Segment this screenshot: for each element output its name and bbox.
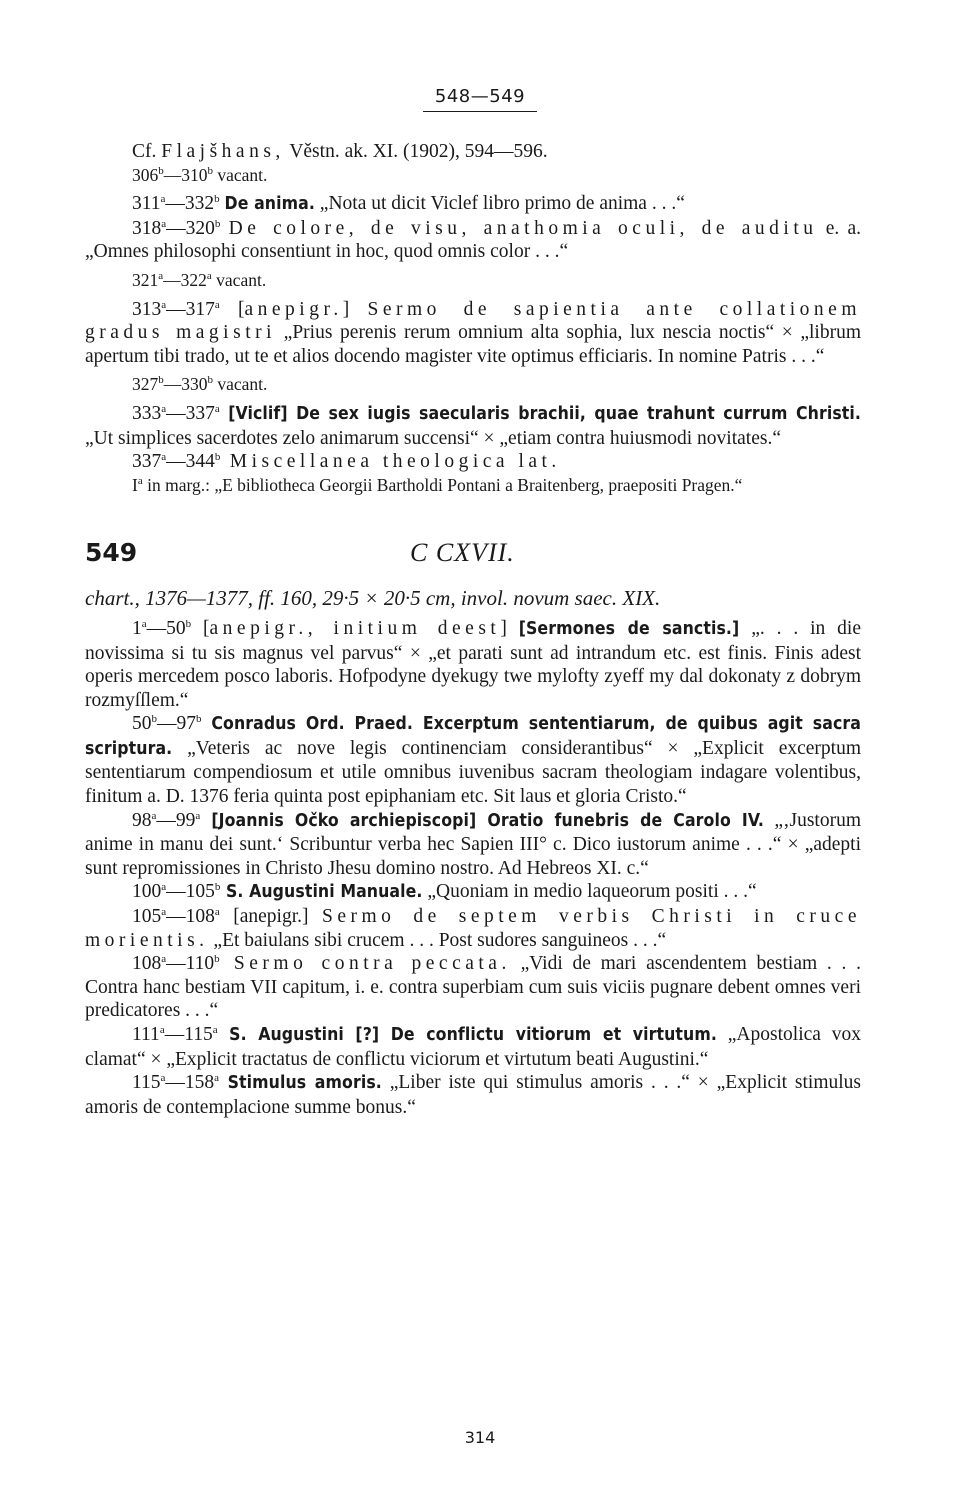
item-title: De colore, de visu, anathomia oculi, de auditu <box>228 217 818 239</box>
catalogue-item: 115$^a$—158$^a$ Stimulus amoris. „Liber iste qui stimulus amoris . . .“ × „Explicit stimulus amoris de contemplacione summe bonus.“ <box>85 1072 861 1118</box>
item-title: Sermo de septem verbis Christi in cruce morientis. <box>85 906 861 951</box>
vacant-line: 321$^a$—322$^a$ vacant. <box>132 269 267 290</box>
reference-line: Cf. Flajšhans, Věstn. ak. XI. (1902), 594—596. <box>132 141 548 162</box>
running-header <box>0 86 960 112</box>
page-range: 548—549 <box>423 86 537 112</box>
item-title: [Sermones de sanctis.] <box>518 618 740 639</box>
catalogue-item: 108$^a$—110$^b$ Sermo contra peccata. „Vidi de mari ascendentem bestiam . . . Contra hanc bestiam VII capitum, i. e. contra superbiam cum suis viciis pugnare debent omnes veri predicatores . . .“ <box>85 953 861 1022</box>
item-title: Stimulus amoris. <box>219 1073 382 1094</box>
vacant-line: 306$^b$—310$^b$ vacant. <box>132 164 268 185</box>
item-title: [Viclif] De sex iugis saecularis brachii, quae trahunt currum Christi. <box>219 403 861 424</box>
entry-number: 549 <box>85 538 138 568</box>
item-title: Conradus Ord. Praed. Excerptum sententiarum, de quibus agit sacra scriptura. <box>85 714 861 759</box>
catalogue-item: 105$^a$—108$^a$ [anepigr.] Sermo de septem verbis Christi in cruce morientis. „Et baiulans sibi crucem . . . Post sudores sanguineos . . .“ <box>85 906 861 951</box>
margin-note: $I^a$ in marg.: „E bibliotheca Georgii Bartholdi Pontani a Braitenberg, praepositi Pragen.“ <box>132 474 743 495</box>
shelf-signature: C CXVII. <box>410 538 515 568</box>
entry-heading <box>85 537 861 577</box>
catalogue-item: 311$^a$—332$^b$ De anima. „Nota ut dicit Viclef libro primo de anima . . .“ <box>132 193 685 215</box>
catalogue-item: 111$^a$—115$^a$ S. Augustini [?] De conflictu vitiorum et virtutum. „Apostolica vox clamat“ × „Explicit tractatus de conflictu viciorum et virtutum beati Augustini.“ <box>85 1024 861 1070</box>
catalogue-item: 333$^a$—337$^a$ [Viclif] De sex iugis saecularis brachii, quae trahunt currum Christi. „Ut simplices sacerdotes zelo animarum succensi“ × „etiam contra huiusmodi novitates.“ <box>85 402 861 449</box>
item-title: De anima. <box>224 194 315 215</box>
catalogue-text <box>85 140 861 1119</box>
vacant-line: 327$^b$—330$^b$ vacant. <box>132 374 268 395</box>
item-title: Miscellanea theologica lat. <box>220 451 561 473</box>
catalogue-item: 100$^a$—105$^b$ S. Augustini Manuale. „Quoniam in medio laqueorum positi . . .“ <box>132 881 757 903</box>
item-title: Sermo de sapientia ante collationem gradus magistri <box>85 298 862 344</box>
catalogue-item: 318$^a$—320$^b$ De colore, de visu, anathomia oculi, de auditu e. a. „Omnes philosophi consentiunt in hoc, quod omnis color . . .“ <box>85 217 861 263</box>
item-title: S. Augustini [?] De conflictu vitiorum et virtutum. <box>217 1025 717 1045</box>
physical-description: chart., 1376—1377, ff. 160, 29·5 × 20·5 cm, invol. novum saec. XIX. <box>85 586 661 611</box>
catalogue-item: 313$^a$—317$^a$ [anepigr.] Sermo de sapientia ante collationem gradus magistri „Prius perenis rerum omnium alta sophia, lux nescia noctis“ × „librum apertum tibi trado, ut te et alios docendo magister vite optimus efficiaris. In nomine Patris . . .“ <box>85 298 862 367</box>
page-number: 314 <box>464 1428 496 1447</box>
catalogue-item: 1$^a$—50$^b$ [anepigr., initium deest] [Sermones de sanctis.] „. . . in die novissima si tu sis magnus vel parvus“ × „et parati sunt ad intrandum etc. est finis. Finis adest operis mercedem posco laboris. Hofpodyne dyekugy twe mylofty zyeff my dal dokonaty z dobrym rozmyſſlem.“ <box>85 617 861 711</box>
catalogue-item: 50$^b$—97$^b$ Conradus Ord. Praed. Excerptum sententiarum, de quibus agit sacra scriptura. „Veteris ac nove legis continenciam considerantibus“ × „Explicit excerptum sententiarum compendiosum et utile omnibus iuvenibus sacram theologiam indagare volentibus, finitum a. D. 1376 feria quinta post epiphaniam etc. Sit laus et gloria Cristo.“ <box>85 713 861 808</box>
item-title: Sermo contra peccata. <box>219 953 511 975</box>
item-title: [Joannis Očko archiepiscopi] Oratio funebris de Carolo IV. <box>200 810 764 831</box>
item-title: S. Augustini Manuale. <box>220 882 423 903</box>
catalogue-item: 337$^a$—344$^b$ Miscellanea theologica lat. <box>132 451 561 473</box>
catalogue-item: 98$^a$—99$^a$ [Joannis Očko archiepiscopi] Oratio funebris de Carolo IV. „‚Justorum anime in manu dei sunt.‘ Scribuntur verba hec Sapien III° c. Dico iustorum anime . . .“ × „adepti sunt repromissiones in Christo Jhesu domino nostro. Ad Hebreos XI. c.“ <box>85 809 861 879</box>
